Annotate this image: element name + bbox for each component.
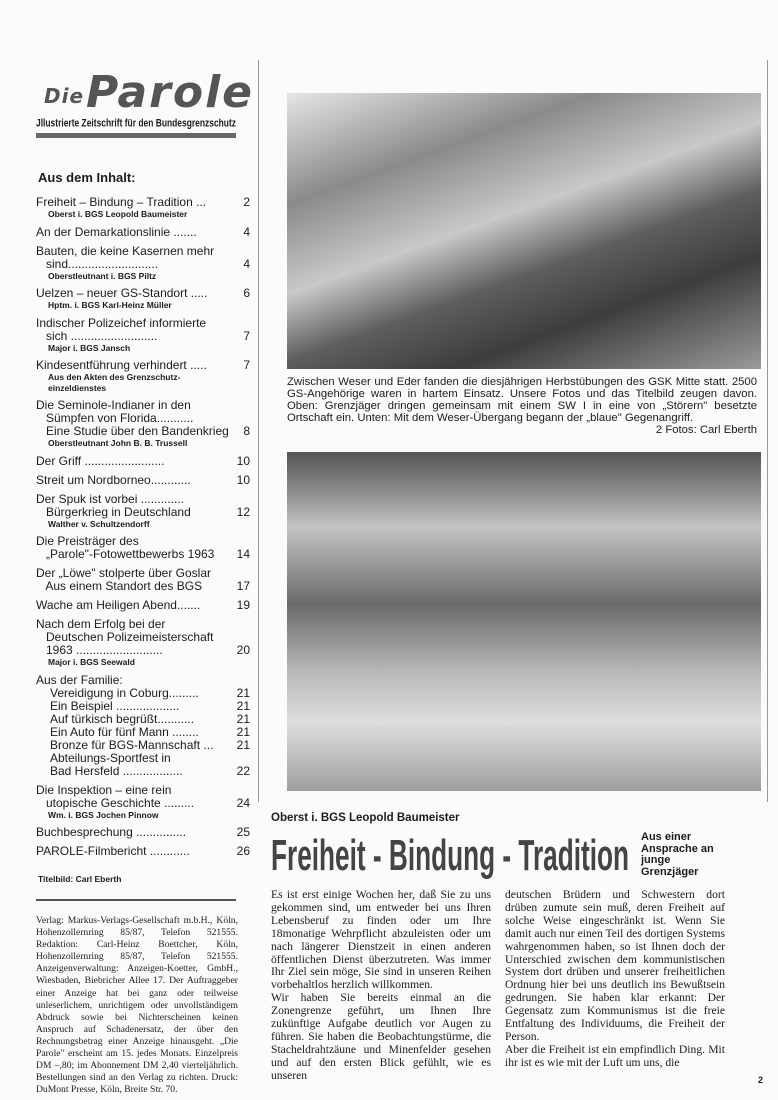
- toc-title: Bauten, die keine Kasernen mehr: [36, 243, 215, 258]
- toc-page-number: 22: [236, 763, 250, 778]
- toc-title-line: [50, 700, 250, 713]
- toc-entry[interactable]: [36, 618, 250, 668]
- toc-title: An der Demarkationslinie .......: [36, 224, 197, 239]
- caption-text: Zwischen Weser und Eder fanden die diesjährigen Herbstübungen des GSK Mitte statt. 2500 GS-Angehörige waren in hartem Einsatz. Unsere Fotos und das Titelbild zeugen davon. Oben: Grenzjäger dringen gemeinsam mit einem SW I in eine von „Störern" besetzte Ortschaft ein. Unten: Mit dem Weser-Übergang begann der „blaue" Gegenangriff.: [287, 376, 757, 424]
- toc-page-number: 8: [243, 424, 250, 438]
- toc-entry[interactable]: [36, 784, 250, 821]
- toc-page-number: 21: [236, 711, 250, 726]
- toc-entry[interactable]: [36, 317, 250, 354]
- toc-title-line: [36, 493, 250, 506]
- toc-page-number: 19: [236, 598, 250, 612]
- toc-page-number: 4: [243, 224, 250, 239]
- toc-author: Oberst i. BGS Leopold Baumeister: [48, 209, 188, 219]
- toc-title: Bürgerkrieg in Deutschland: [36, 504, 191, 519]
- cover-credit: Titelbild: Carl Eberth: [38, 874, 122, 884]
- toc-title-line: [36, 599, 250, 612]
- toc-page-number: 7: [243, 328, 250, 343]
- toc-title: Der „Löwe" stolperte über Goslar: [36, 566, 212, 580]
- toc-title: Vereidigung in Coburg.........: [50, 685, 199, 700]
- toc-page-number: 21: [236, 698, 250, 713]
- toc-author: Oberstleutnant John B. B. Trussell: [48, 438, 188, 448]
- divider: [36, 899, 236, 901]
- toc-page-number: 7: [243, 358, 250, 372]
- toc-entry[interactable]: [36, 845, 250, 858]
- toc-title-line: [36, 330, 250, 343]
- toc-page-number: 4: [243, 256, 250, 271]
- toc-entry[interactable]: [36, 567, 250, 593]
- toc-title: Die Seminole-Indianer in den: [36, 398, 191, 412]
- toc-entry[interactable]: [36, 359, 250, 393]
- toc-title-line: [50, 687, 250, 700]
- toc-entry[interactable]: [36, 196, 250, 220]
- toc-title-line: [50, 739, 250, 752]
- toc-title-line: [36, 196, 250, 209]
- toc-title: sich ..........................: [36, 328, 158, 343]
- photo-river-crossing: [287, 452, 761, 791]
- paragraph: Wir haben Sie bereits einmal an die Zonengrenze geführt, um Ihnen Ihre zukünftige Aufgabe deutlich vor Augen zu führen. Sie haben die Beobachtungstürme, die Stacheldrahtzäune und Minenfelder gesehen und auf den ersten Blick gefühlt, wie es unseren: [271, 991, 491, 1082]
- toc-entry[interactable]: [36, 700, 250, 713]
- photo-credit: 2 Fotos: Carl Eberth: [655, 424, 757, 436]
- toc-title-line: [36, 245, 250, 258]
- toc-author: Hptm. i. BGS Karl-Heinz Müller: [48, 300, 172, 310]
- toc-title-line: [36, 317, 250, 330]
- toc-page-number: 10: [236, 453, 250, 468]
- toc-title: Aus einem Standort des BGS: [36, 579, 203, 593]
- toc-title-line: [36, 845, 250, 858]
- toc-entry[interactable]: [36, 752, 250, 778]
- page-number: 2: [758, 1075, 764, 1085]
- toc-entry[interactable]: [36, 245, 250, 282]
- article-headline: [270, 828, 632, 878]
- toc-page-number: 21: [236, 685, 250, 700]
- left-column: [36, 170, 250, 1096]
- toc-title: Bad Hersfeld ..................: [50, 763, 183, 778]
- toc-page-number: 20: [236, 643, 250, 657]
- article-column-2: [505, 889, 725, 1070]
- article-column-1: [271, 889, 491, 1083]
- toc-title: „Parole"-Fotowettbewerbs 1963: [36, 547, 215, 561]
- paragraph: Aber die Freiheit ist ein empfindlich Ding. Mit ihr ist es wie mit der Luft um uns, die: [505, 1042, 725, 1069]
- toc-entry[interactable]: [36, 599, 250, 612]
- toc-entry[interactable]: [36, 287, 250, 311]
- toc-title-line: [36, 797, 250, 810]
- toc-author: Oberstleutnant i. BGS Piltz: [48, 270, 157, 281]
- toc-title-line: [36, 258, 250, 271]
- toc-title-line: [36, 287, 250, 300]
- toc-title: Indischer Polizeichef informierte: [36, 315, 207, 330]
- toc-title: Deutschen Polizeimeisterschaft: [36, 630, 214, 644]
- toc-title-line: [36, 644, 250, 657]
- toc-title-line: [50, 713, 250, 726]
- toc-page-number: 10: [236, 472, 250, 487]
- toc-title-line: [36, 580, 250, 593]
- toc-title: Ein Auto für fünf Mann ........: [50, 724, 199, 739]
- table-of-contents: [36, 196, 250, 864]
- toc-entry[interactable]: [36, 713, 250, 726]
- toc-entry[interactable]: [36, 535, 250, 561]
- toc-entry[interactable]: [36, 726, 250, 739]
- toc-author: Walther v. Schultzendorff: [48, 518, 150, 529]
- toc-title-line: [36, 474, 250, 487]
- toc-title-line: [50, 726, 250, 739]
- toc-page-number: 6: [243, 286, 250, 300]
- toc-title: Wache am Heiligen Abend.......: [36, 598, 201, 612]
- toc-author: Wm. i. BGS Jochen Pinnow: [48, 809, 159, 820]
- masthead-subtitle: [36, 116, 246, 129]
- toc-title: PAROLE-Filmbericht ............: [36, 844, 190, 858]
- toc-title: sind...........................: [36, 256, 159, 271]
- toc-section-family: [36, 674, 250, 778]
- toc-entry[interactable]: [36, 493, 250, 530]
- toc-entry[interactable]: [36, 687, 250, 700]
- toc-page-number: 17: [236, 579, 250, 593]
- toc-title-line: [50, 752, 250, 765]
- toc-title: Kindesentführung verhindert .....: [36, 358, 207, 372]
- article-headline-text: Freiheit - Bindung - Tradition: [271, 831, 629, 880]
- toc-title: Ein Beispiel ...................: [50, 698, 180, 713]
- toc-page-number: 12: [236, 504, 250, 519]
- toc-page-number: 14: [236, 547, 250, 561]
- toc-title: Sümpfen von Florida...........: [36, 411, 194, 425]
- toc-title-line: [36, 826, 250, 839]
- toc-entry[interactable]: [36, 826, 250, 839]
- toc-title: Freiheit – Bindung – Tradition ...: [36, 195, 207, 209]
- logo-parole: Parole: [86, 67, 255, 118]
- toc-section-title: Aus der Familie:: [36, 672, 123, 687]
- toc-title-line: [36, 425, 250, 438]
- logo-die: Die: [44, 84, 85, 108]
- masthead-rule: [36, 133, 236, 138]
- toc-title-line: [36, 455, 250, 468]
- toc-page-number: 24: [236, 795, 250, 810]
- article-deck: Aus einer Ansprache an junge Grenzjäger: [641, 831, 714, 878]
- toc-entry[interactable]: [36, 474, 250, 487]
- toc-heading: Aus dem Inhalt:: [38, 170, 136, 185]
- masthead-logo: [44, 64, 255, 118]
- toc-title: Nach dem Erfolg bei der: [36, 617, 166, 631]
- toc-title: Buchbesprechung ...............: [36, 825, 187, 839]
- toc-title: Auf türkisch begrüßt...........: [50, 711, 195, 726]
- toc-author: Major i. BGS Seewald: [48, 657, 135, 667]
- toc-title: Eine Studie über den Bandenkrieg: [36, 424, 229, 438]
- toc-page-number: 21: [236, 737, 250, 752]
- paragraph: deutschen Brüdern und Schwestern dort drüben zumute sein muß, deren Freiheit auf solche Weise eingeschränkt ist. Wenn Sie damit auch nur einen Teil des dortigen Systems wahrgenommen haben, so ist Ihnen doch der Unterschied zwischen dem kommunistischen System dort drüben und unserer freiheitlichen Ordnung hier bei uns deutlich ins Bewußtsein gedrungen. Sie haben klar erkannt: Der Gegensatz zum Kommunismus ist die freie Entfaltung des Individuums, die Freiheit der Person.: [505, 888, 725, 1043]
- toc-page-number: 21: [236, 724, 250, 739]
- toc-entry[interactable]: [36, 455, 250, 468]
- toc-page-number: 2: [243, 195, 250, 209]
- toc-title: Der Spuk ist vorbei .............: [36, 491, 185, 506]
- toc-entry[interactable]: [36, 399, 250, 449]
- toc-author: Aus den Akten des Grenzschutz- einzeldienstes: [48, 372, 181, 393]
- toc-page-number: 25: [236, 825, 250, 839]
- toc-title-line: [36, 548, 250, 561]
- toc-title: Bronze für BGS-Mannschaft ...: [50, 737, 214, 752]
- toc-author: Major i. BGS Jansch: [48, 342, 131, 353]
- toc-title: Uelzen – neuer GS-Standort .....: [36, 286, 208, 300]
- paragraph: Es ist erst einige Wochen her, daß Sie zu uns gekommen sind, um entweder bei uns Ihren Lebensberuf zu finden oder um Ihre 18monatige Wehrpflicht abzuleisten oder um nach längerer Dienstzeit in einen anderen öffentlichen Dienst überzutreten. Was immer Ihr Ziel sein möge, Sie sind in unseren Reihen vorbehaltlos herzlich willkommen.: [271, 888, 491, 992]
- toc-title: Streit um Nordborneo............: [36, 472, 191, 487]
- toc-title: Der Griff ........................: [36, 453, 165, 468]
- toc-title: 1963 ..........................: [36, 643, 163, 657]
- toc-title: utopische Geschichte .........: [36, 795, 195, 810]
- toc-title: Die Inspektion – eine rein: [36, 782, 172, 797]
- toc-title-line: [36, 359, 250, 372]
- article-byline: Oberst i. BGS Leopold Baumeister: [271, 812, 460, 824]
- toc-title-line: [36, 506, 250, 519]
- toc-title: Abteilungs-Sportfest in: [50, 750, 171, 765]
- toc-title-line: [36, 784, 250, 797]
- toc-title-line: [36, 226, 250, 239]
- photo-armored-vehicle-village: [287, 93, 761, 369]
- toc-entry[interactable]: [36, 739, 250, 752]
- toc-entry[interactable]: [36, 226, 250, 239]
- toc-page-number: 26: [236, 844, 250, 858]
- impressum: Verlag: Markus-Verlags-Gesellschaft m.b.H., Köln, Hohenzollernring 85/87, Telefon 521555. Redaktion: Carl-Heinz Boettcher, Köln, Hohenzollernring 85/87, Telefon 521555. Anzeigenverwaltung: Anzeigen-Koetter, GmbH., Wiesbaden, Biebricher Allee 17. Der Auftraggeber einer Anzeige hat bei ganz oder teilweise unleserlichem, unrichtigem oder unvollständigem Abdruck sowie bei Nichterscheinen keinen Anspruch auf Schadenersatz, der über den Rechnungsbetrag einer Anzeige hinausgeht. „Die Parole" erscheint am 15. jedes Monats. Einzelpreis DM –,80; im Abonnement DM 2,40 vierteljährlich. Bestellungen sind an den Verlag zu richten. Druck: DuMont Presse, Köln, Breite Str. 70.: [36, 915, 238, 1096]
- photo-caption: [287, 376, 757, 436]
- toc-title-line: [50, 765, 250, 778]
- masthead-subtitle-text: Jllustrierte Zeitschrift für den Bundesgrenzschutz: [36, 117, 237, 130]
- toc-title: Die Preisträger des: [36, 534, 139, 548]
